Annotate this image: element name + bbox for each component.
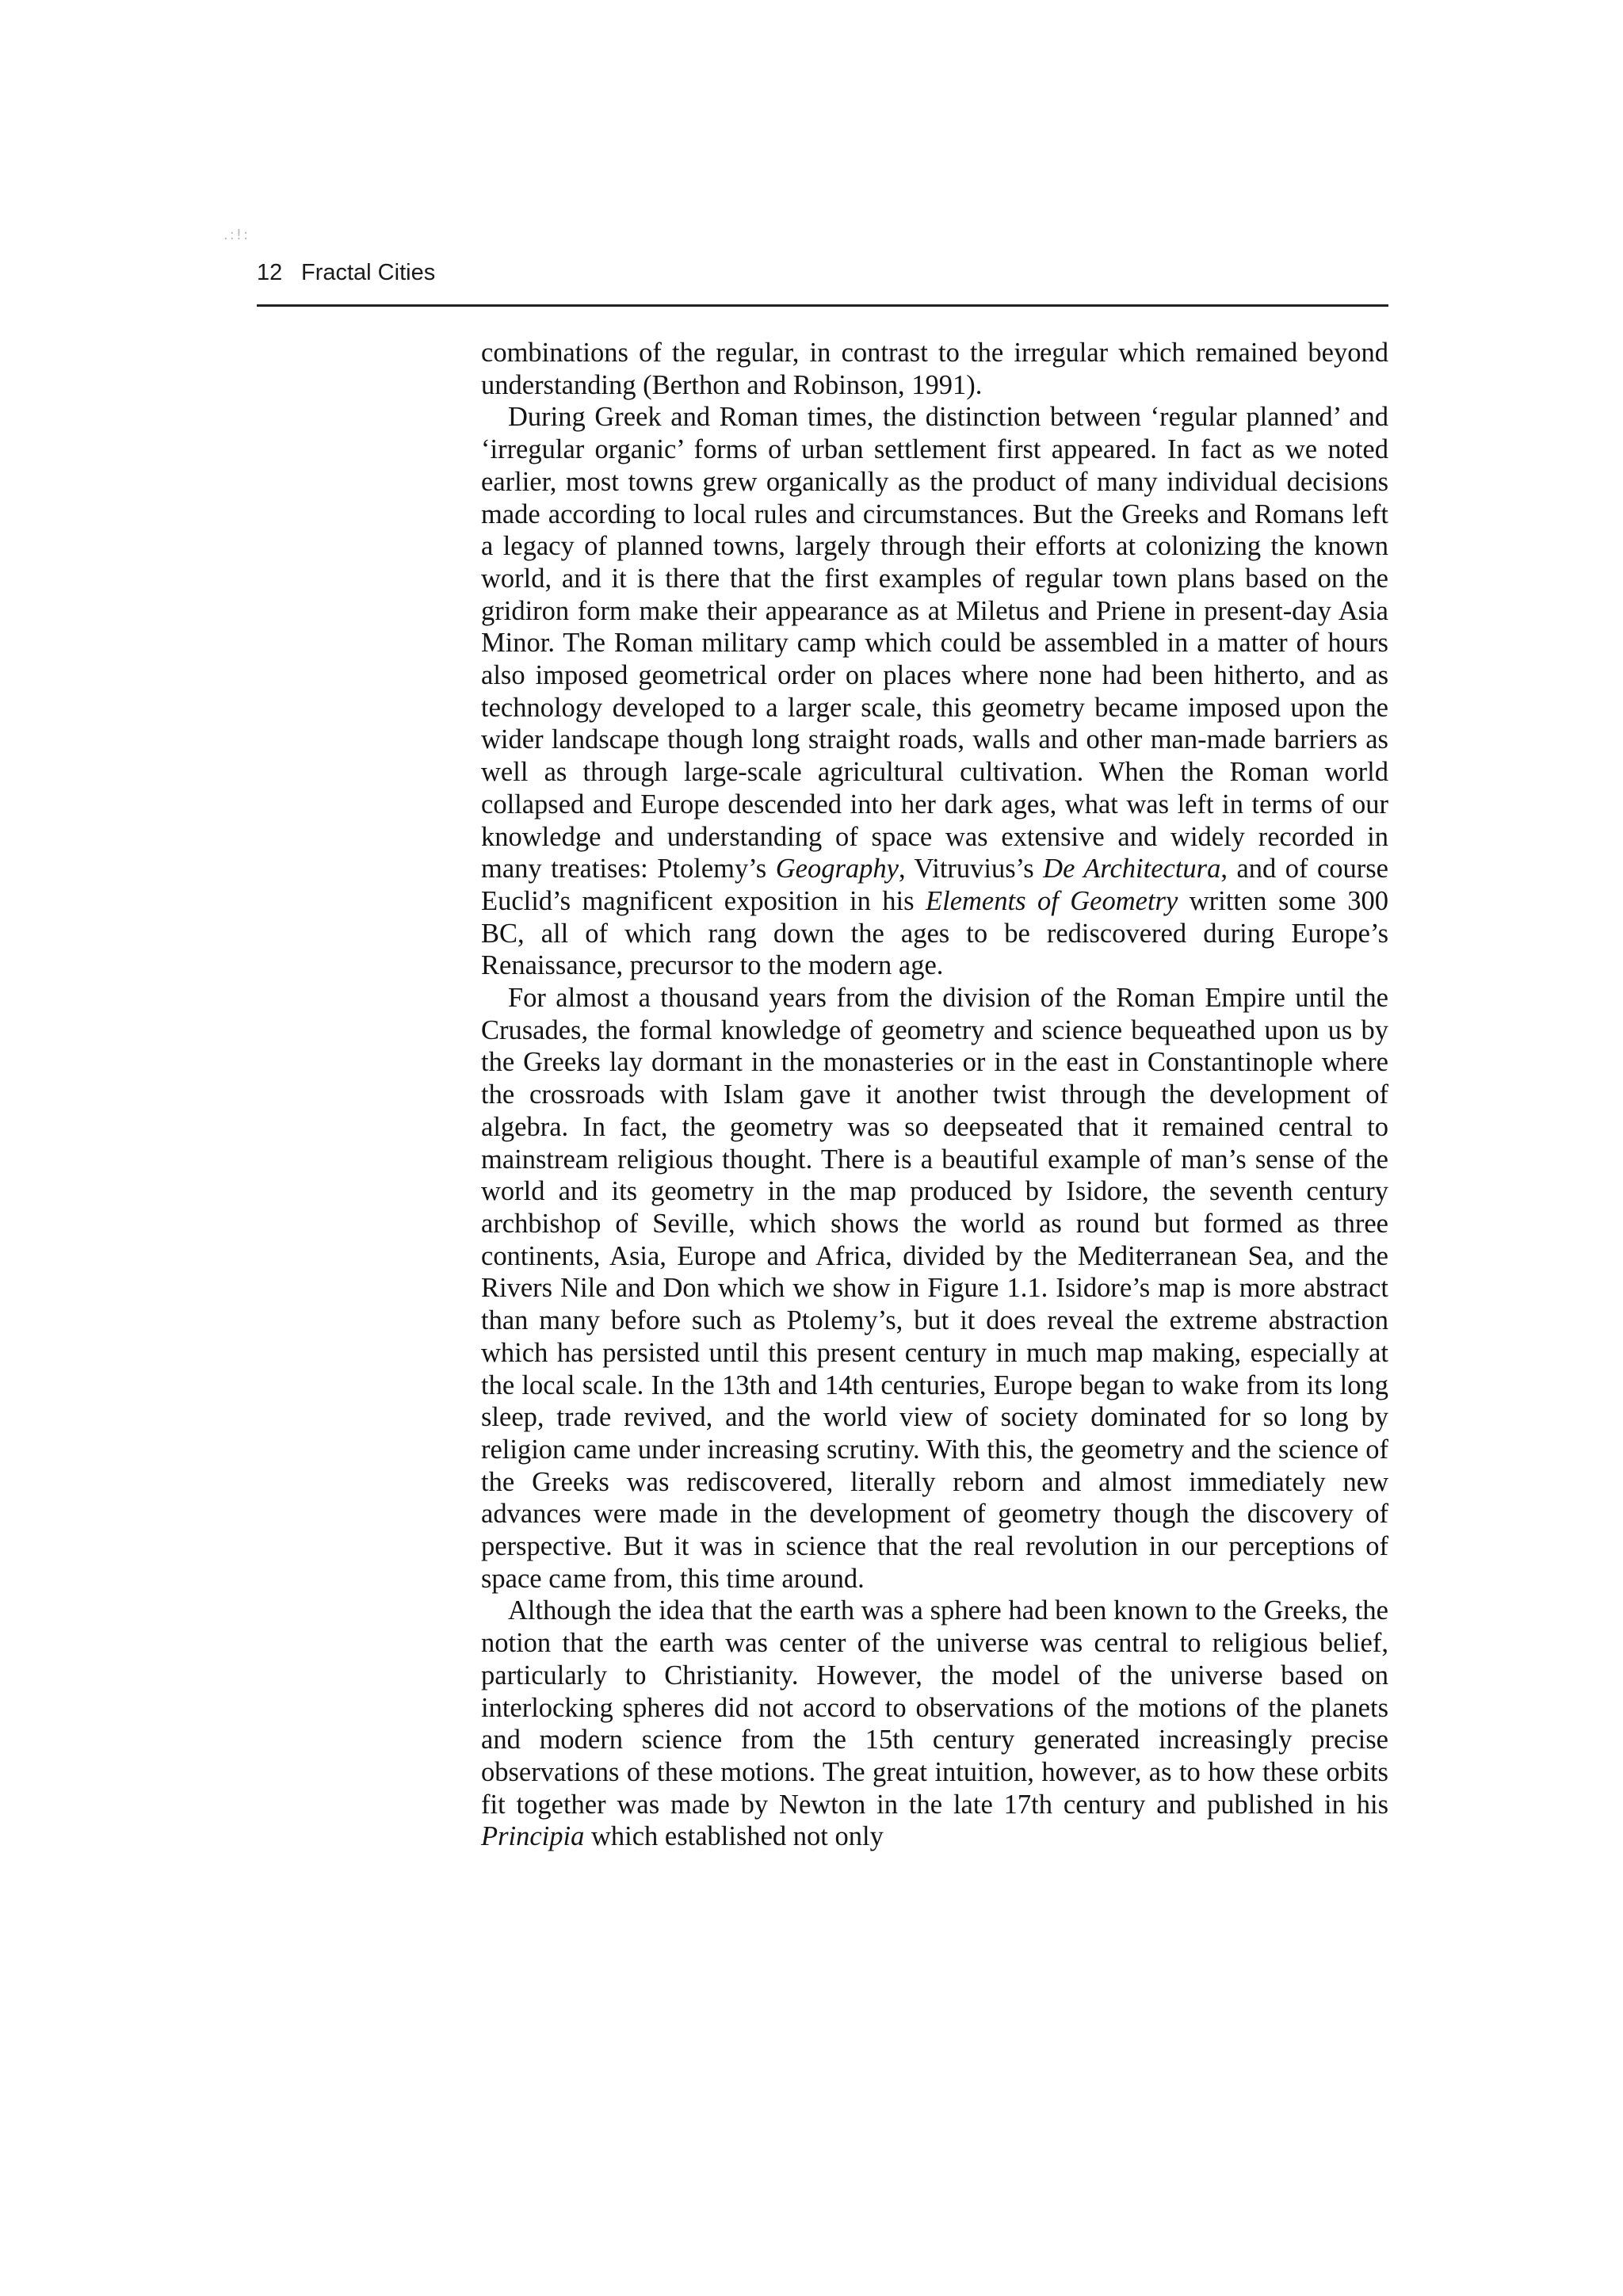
running-header: [257, 252, 1388, 307]
scan-artifact-mark: .:!:: [223, 227, 250, 243]
text-run: During Greek and Roman times, the distinction between ‘regular planned’ and ‘irregular organic’ forms of urban settlement first appeared. In fact as we noted earlier, most towns grew organically as the product of many individual decisions made according to local rules and circumstances. But the Greeks and Romans left a legacy of planned towns, largely through their efforts at colonizing the known world, and it is there that the first examples of regular town plans based on the gridiron form make their appearance as at Miletus and Priene in present-day Asia Minor. The Roman military camp which could be assembled in a matter of hours also imposed geometrical order on places where none had been hitherto, and as technology developed to a larger scale, this geometry became imposed upon the wider landscape though long straight roads, walls and other man-made barriers as well as through large-scale agricultural cultivation. When the Roman world collapsed and Europe descended into her dark ages, what was left in terms of our knowledge and understanding of space was extensive and widely recorded in many treatises: Ptolemy’s: [481, 402, 1388, 884]
paragraph: [481, 982, 1388, 1595]
italic-title: Geography: [775, 854, 899, 884]
italic-title: De Architectura: [1043, 854, 1221, 884]
text-run: combinations of the regular, in contrast to the irregular which remained beyond understanding (Berthon and Robinson, 1991).: [481, 338, 1388, 400]
text-run: written some 300 BC, all of which rang down the ages to be rediscovered during Europe’s Renaissance, precursor to the modern age.: [481, 885, 1388, 981]
paragraph: [481, 337, 1388, 401]
italic-title: Elements of Geometry: [926, 885, 1178, 916]
text-run: For almost a thousand years from the division of the Roman Empire until the Crusades, the formal knowledge of geometry and science bequeathed upon us by the Greeks lay dormant in the monasteries or in the east in Constantinople where the crossroads with Islam gave it another twist through the development of algebra. In fact, the geometry was so deepseated that it remained central to mainstream religious thought. There is a beautiful example of man’s sense of the world and its geometry in the map produced by Isidore, the seventh century archbishop of Seville, which shows the world as round but formed as three continents, Asia, Europe and Africa, divided by the Mediterranean Sea, and the Rivers Nile and Don which we show in Figure 1.1. Isidore’s map is more abstract than many before such as Ptolemy’s, but it does reveal the extreme abstraction which has persisted until this present century in much map making, especially at the local scale. In the 13th and 14th centuries, Europe began to wake from its long sleep, trade revived, and the world view of society dominated for so long by religion came under increasing scrutiny. With this, the geometry and the science of the Greeks was rediscovered, literally reborn and almost immediately new advances were made in the development of geometry though the discovery of perspective. But it was in science that the real revolution in our perceptions of space came from, this time around.: [481, 983, 1388, 1594]
text-run: , Vitruvius’s: [898, 854, 1044, 884]
paragraph: [481, 1595, 1388, 1853]
running-title: Fractal Cities: [301, 260, 436, 285]
page-number: 12: [257, 260, 283, 285]
text-run: , and of course Euclid’s magnificent exposition in his: [481, 854, 1388, 916]
text-run: which established not only: [584, 1821, 884, 1852]
text-run: Although the idea that the earth was a sphere had been known to the Greeks, the notion that the earth was center of the universe was central to religious belief, particularly to Christianity. However, the model of the universe based on interlocking spheres did not accord to observations of the motions of the planets and modern science from the 15th century generated increasingly precise observations of these motions. The great intuition, however, as to how these orbits fit together was made by Newton in the late 17th century and published in his: [481, 1595, 1388, 1820]
body-text: [481, 337, 1388, 1853]
italic-title: Principia: [481, 1821, 585, 1852]
paragraph: [481, 401, 1388, 982]
